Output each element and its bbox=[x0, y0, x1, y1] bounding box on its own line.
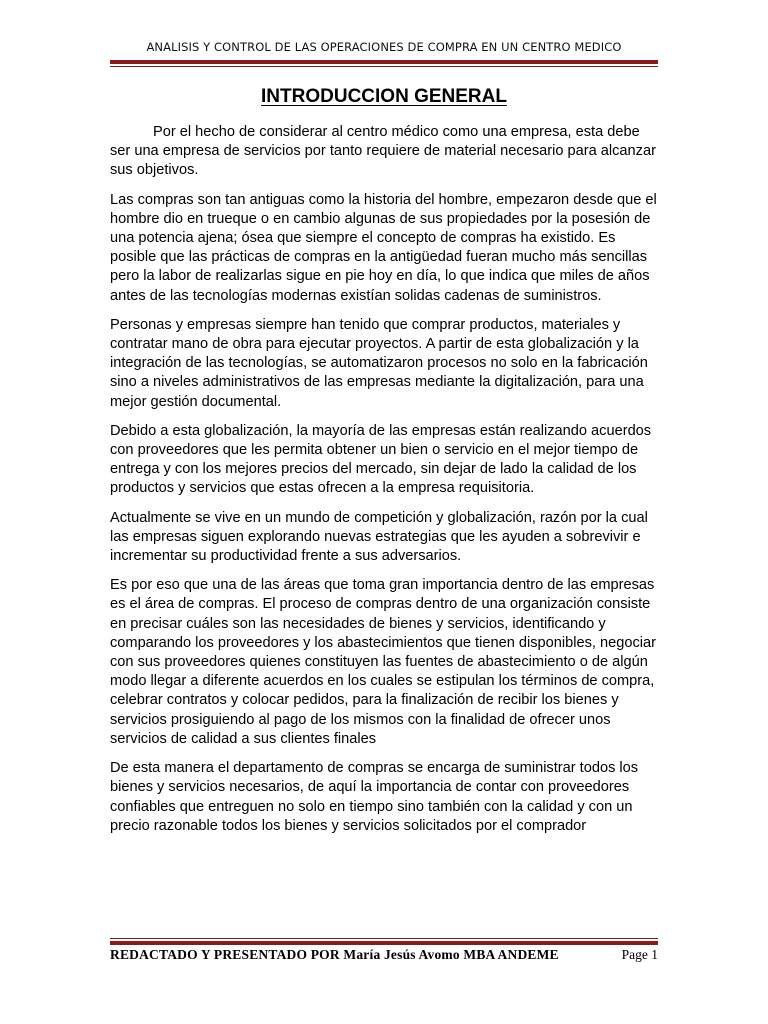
header-rule bbox=[110, 60, 658, 67]
document-body bbox=[110, 123, 658, 846]
paragraph: Personas y empresas siempre han tenido que comprar productos, materiales y contratar mano de obra para ejecutar proyectos. A partir de esta globalización y la integración de las tecnologías, se automatizaron procesos no solo en la fabricación sino a niveles administrativos de las empresas mediante la digitalización, para una mejor gestión documental. bbox=[110, 316, 648, 410]
running-header: ANALISIS Y CONTROL DE LAS OPERACIONES DE COMPRA EN UN CENTRO MEDICO bbox=[146, 40, 622, 54]
header-rule-thick bbox=[110, 60, 658, 64]
footer-rule bbox=[110, 938, 658, 945]
header-rule-thin bbox=[110, 66, 658, 67]
page-number: Page 1 bbox=[621, 947, 658, 962]
footer-rule-thick bbox=[110, 941, 658, 945]
footer-rule-thin bbox=[110, 938, 658, 939]
author-credit: REDACTADO Y PRESENTADO POR María Jesús Avomo MBA ANDEME bbox=[110, 947, 559, 962]
paragraph: Actualmente se vive en un mundo de competición y globalización, razón por la cual las empresas siguen explorando nuevas estrategias que les ayuden a sobrevivir e incrementar su productividad frente a sus adversarios. bbox=[110, 509, 648, 565]
running-footer bbox=[110, 947, 658, 963]
page-title: INTRODUCCION GENERAL bbox=[261, 86, 507, 107]
paragraph: De esta manera el departamento de compras se encarga de suministrar todos los bienes y servicios necesarios, de aquí la importancia de contar con proveedores confiables que entreguen no solo en tiempo sino también con la calidad y con un precio razonable todos los bienes y servicios solicitados por el comprador bbox=[110, 760, 639, 834]
paragraph: Debido a esta globalización, la mayoría de las empresas están realizando acuerdos con proveedores que les permita obtener un bien o servicio en el mejor tiempo de entrega y con los mejores precios del mercado, sin dejar de lado la calidad de los productos y servicios que estas ofrecen a la empresa requisitoria. bbox=[110, 422, 652, 497]
paragraph: Es por eso que una de las áreas que toma gran importancia dentro de las empresas es el área de compras. El proceso de compras dentro de una organización consiste en precisar cuáles son las necesidades de bienes y servicios, identificando y comparando los proveedores y los abastecimientos que tienen disponibles, negociar con sus proveedores quienes constituyen las fuentes de abastecimiento o de algún modo llegar a diferente acuerdos en los cuales se estipulan los términos de compra, celebrar contratos y colocar pedidos, para la finalización de recibir los bienes y servicios prosiguiendo al pago de los mismos con la finalidad de ofrecer unos servicios de calidad a sus clientes finales bbox=[110, 577, 656, 747]
paragraph: Las compras son tan antiguas como la historia del hombre, empezaron desde que el hombre dio en trueque o en cambio algunas de sus propiedades por la posesión de una potencia ajena; ósea que siempre el concepto de compras ha existido. Es posible que las prácticas de compras en la antigüedad fueran mucho más sencillas pero la labor de realizarlas sigue en pie hoy en día, lo que indica que miles de años antes de las tecnologías modernas existían solidas cadenas de suministros. bbox=[110, 191, 657, 304]
paragraph: Por el hecho de considerar al centro médico como una empresa, esta debe ser una empresa de servicios por tanto requiere de material necesario para alcanzar sus objetivos. bbox=[110, 124, 656, 179]
